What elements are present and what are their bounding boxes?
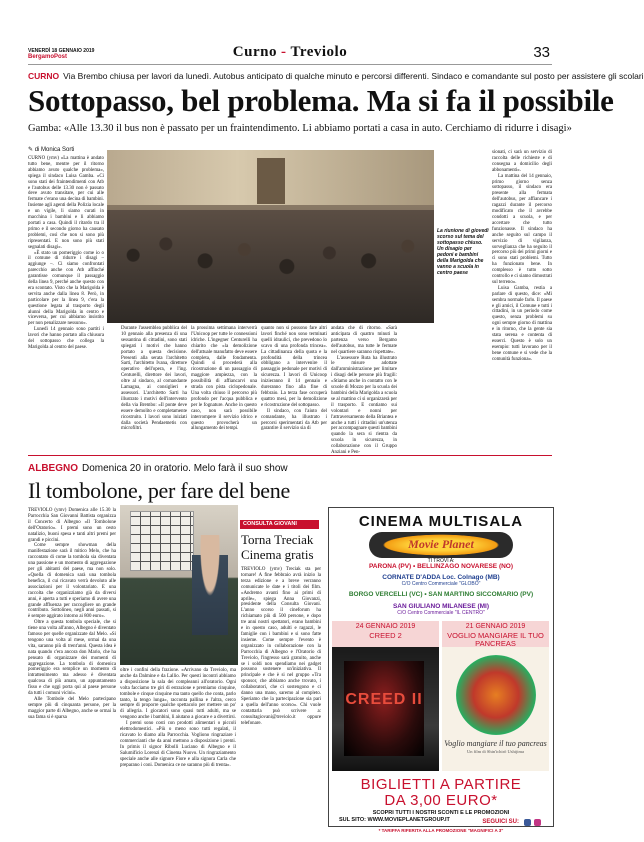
article1-col1-p2: «È stato un pomeriggio come io o il comune di ridurre i disagi – aggiunge –. Ci siamo confrontati parecchio anche con Atb affinché garantisse comunque il passaggio della linea 9, perché anche questo con era scontato. Visto che la Marigolda è servita anche dalla linea 8. Però, in particolare per la linea 9, c'era la questione legata al trasporto degli alunni della Marigolda in centro e viceversa, per cui abbiamo insistito per non penalizzare nessuno».: [28, 250, 104, 327]
photo-door: [257, 158, 285, 204]
article1-col5-p2: L'assessore Ruta ha illustrato le misure adottate dall'amministrazione per limitare i disagi delle persone più fragili: «Stiamo anche in contatto con le scuole di Mozzo per la scuola dei bambini della Marigolda a scuola se al mattino ci si organizzerà per il trasporto. E contiamo sui volontari e nonni per l'attraversamento della Briantea e anche a tutti i cittadini un'utenza per accompagnare questi bambini quando la sera si rientra da scuola in sicurezza, in collaborazione con il Gruppo Anziani e Pen-: [331, 355, 397, 456]
poster-creed-art-text: CREED II: [345, 691, 423, 708]
page-number: 33: [533, 44, 550, 61]
pen-icon: ✎: [28, 147, 35, 153]
article2-col1-p1: TREVIOLO (ymv) Domenica alle 15.30 la Parrocchia San Giovanni Battista organizza il Concerto di Albegno «Il Tombolone dell'Oratorio». I premi sono un cesto natalizio, buoni spesa e tanti altri premi per grandi e piccini.: [28, 508, 116, 543]
poster-creed-title: CREED 2: [369, 631, 402, 640]
poster-pancreas-title: VOGLIO MANGIARE IL TUO PANCREAS: [447, 631, 544, 648]
article1-column-3: la prossima settimana interverrà l'Unicoop per tutte le connessioni idriche. L'ingegner Centurelli ha chiarito che «la demolizione dell'attuale manufatto deve essere completa, dalle fondamenta. Quindi si procederà alla ricostruzione di un passaggio di maggiore ampiezza, con la possibilità di affiancarvi una strada con pista ciclopedonale. Una volta chiuso il percorso più profondo per l'acqua pubblica e per le fognature. Anche in questo caso, non sarà possibile interrompere il servizio idrico e questo provocherà un allungamento dei tempi.: [191, 326, 257, 432]
logo-text: Movie Planet: [408, 537, 474, 551]
publication-name: BergamoPost: [28, 54, 68, 60]
article1-col6-p3: Luisa Gamba, restia a parlare di questo, dice: «Mi sembra normale farlo. Il paese e gli amici, il Comune e tutti i cittadini, in un periodo come questo, senza problemi su ogni sempre giorno di mattina e in ritorno, che la gente sia stata serena e contenta di esserci. Questo è solo un esempio: tutti lavorano per il bene comune e si vede che la comunità funziona».: [492, 285, 552, 362]
article1-column-5: [331, 326, 397, 456]
tombola-board: [130, 511, 194, 571]
section-right: Treviolo: [290, 44, 348, 60]
ad-location-3: BORGO VERCELLI (VC) • SAN MARTINO SICCOMARIO (PV): [348, 591, 534, 598]
poster-creed-date: 24 GENNAIO 2019: [355, 623, 416, 630]
article1-col5-p1: andata che di ritorno. «Sarà anticipata di quattro minuti la partenza verso Bergamo dell'autobus, ma tutte le fermate nel quartiere saranno rispettate».: [331, 326, 397, 355]
ad-location-4-sub: C/O Centro Commerciale "IL CENTRO": [397, 610, 485, 616]
article1-photo: [107, 150, 434, 323]
ad-location-2: [329, 574, 553, 587]
article1-column-6: [492, 150, 552, 434]
article1-column-4: [261, 326, 327, 434]
ad-price-line-2: DA 3,00 EURO*: [384, 792, 498, 809]
article1-col4-p1: quanto non si possono fare altri lavori finché non sono terminati quelli idraulici, che prevedono lo scavo di una profonda trincea». La cittadinanza della quota e la profondità della trincea obbligano a intervenire il passaggio pedonale per motivi di sicurezza. I lavori di Unicoop inizieranno il 14 gennaio e dureranno fino alla fine di febbraio. La terza fase occuperà quattro mesi, per la demolizione e ricostruzione del sottopasso.: [261, 326, 327, 408]
movie-planet-logo: [369, 532, 513, 558]
article1-col1-p3: Lunedì 14 gennaio sono partiti i lavori che hanno portato alla chiusura del sottopasso che collega la Marigolda al centro del paese.: [28, 327, 104, 350]
ad-price-line-1: BIGLIETTI A PARTIRE: [360, 776, 522, 793]
article1-col1-p1: CURNO (ymv) «La mattina è andato tutto bene, mentre per il ritorno abbiamo avuto qualche problema», spiega il sindaco Luisa Gamba. «Ci sono stati dei fraintendimenti con Atb e l'autobus delle 13.30 non è passato deve avuto transitare, per cui alle fermate c'erano una decina di bambini. Insieme agli agenti della Polizia locale e un vigile, li siamo curati in macchina i bambini e li abbiamo portati a casa. Quindi il ritardo tra il primo e il secondo giorno ha causato problemi, così che non si sono più ripresentati. E non sono più stati segnalati disagi».: [28, 156, 104, 250]
article3-column: TREVIOLO (ymv) Treciak sta per tornare! A fine febbraio avrà inizio la terza edizione e a breve verranno comunicate le date e i titoli dei film. «Andremo avanti fino ai primi di aprile», spiega Anna Giovanzi, presidente della Consulta Giovani. L'anno scorso il cineforum ha richiamato più di 500 persone, e dopo tre anni nostri spettatori, erano bambini e in questo caso, adulti e ragazzi, le famiglie con i bambini e si sono fatte insieme. Come sempre l'evento è organizzato in collaborazione con la Parrocchia di Albegno e l'Oratorio di Treviolo, l'ingresso sarà gratuito, anche se i soldi non spendiamo nei gadget possono sostenere un'iniziativa. Il principale e che è si nel gruppo «Tra sponsor, che abbiamo anche trovato, i collaboratori, che ci sostengono e ci danno una mano, saremo al completo. Speriamo che la partecipazione sia pari a quella dell'anno scorso». Chi vuole contattarla può scrivere a: consultagiovani@treviolo.it oppure telefonare.: [241, 567, 321, 726]
section-divider: [28, 455, 552, 456]
poster-pancreas-subtitle: Un film di Shin'ichirō Ushijima: [466, 749, 525, 754]
poster-creed[interactable]: [332, 621, 439, 771]
consulta-badge: CONSULTA GIOVANI: [240, 520, 319, 529]
article1-col6-p2: La mattina del 14 gennaio, primo giorno senza sottopasso, il sindaco era presente alla fermata dell'autobus, per affiancare i ragazzi durante il percorso modificato che il avrebbe condotti a scuola, e per accertare che tutto funzionasse. Il sindaco ha anche seguito sul campo il servizio di vigilanza, sorveglianza che ha seguito il percorso più dei primi giorni e ci sono stati problemi. Tutto ha funzionato bene. In complesso è tutto sotto controllo e ci siamo dimostrati sul terreno».: [492, 173, 552, 285]
ad-website-link[interactable]: SUL SITO: WWW.MOVIEPLANETGROUP.IT: [339, 817, 450, 823]
facebook-icon[interactable]: [524, 819, 531, 826]
article1-col6-p1: sionati, ci sarà un servizio di raccolta delle richieste e di consegna a domicilio degli abbonamenti».: [492, 150, 552, 173]
article1-kicker-text: Via Brembo chiusa per lavori da lunedì. Autobus anticipato di qualche minuto e percorsi differenti. Sindaco e comandante sul posto per assistere gli scolari: [63, 71, 644, 81]
article2-place: ALBEGNO: [28, 463, 78, 474]
article2-column-1: [28, 508, 116, 834]
article1-column-5b-overflow: [402, 326, 488, 434]
byline-text: di Monica Sorti: [34, 147, 75, 153]
article2-col2-p1: oltre i confini della frazione. «Arrivano da Treviolo, ma anche da Dalmine e da Lallio. Per questi incontri abbiamo a disposizione la sala dei compleanni all'oratorio. Ogni volta facciamo tre giri di estrazione e premiamo cinquine, tombole e cinque cinquine ma tanto quello che conta, parlo tanto, la tengo lunga», racconta pallina e l'altra, cerco sempre di proporre qualche spettacolo per mettere un po' di allegria. I giocatori sono quasi tutti adulti, ma se vengono anche i bambini, li aiutano a giocare e a divertirsi.: [120, 668, 236, 721]
article1-subhead: Gamba: «Alle 13.30 il bus non è passato per un fraintendimento. Li abbiamo portati a casa in auto. Cerchiamo di ridurre i disagi»: [28, 123, 572, 134]
poster-creed-art: [344, 661, 424, 756]
article2-kicker-text: Domenica 20 in oratorio. Melo farà il suo show: [82, 463, 288, 474]
photo-audience: [107, 210, 434, 323]
article1-place: CURNO: [28, 71, 60, 81]
section-title: [0, 44, 580, 61]
section-left: Curno: [232, 44, 277, 60]
article2-photo: [120, 505, 238, 665]
article2-col1-p2: Come sempre showman della manifestazione sarà il mitico Melo, che ha raccontato di come la tombola sia diventata una passione e un momento di aggregazione per gli abitanti del paese, ma non solo. «Quella di domenica sarà una tombola benefica, il cui ricavato verrà devoluto alle associazioni per il volontariato. E una raccolta che organizziamo già da diversi anni, è aperta a tutti e speriamo di avere una grande affluenza per raccogliere un grande contributo. Sottolineo, negli anni passati, si è sempre aggirato intorno ai 800 euro».: [28, 543, 116, 620]
ad-location-2-sub: C/O Centro Commerciale "GLOBO": [401, 581, 481, 587]
article3-headline: Torna Treciak Cinema gratis: [241, 532, 314, 562]
article1-byline: [28, 146, 74, 153]
article2-column-2: [120, 668, 236, 834]
article2-col2-p2: I premi sono costi con prodotti alimentari o piccoli elettrodomestici. «Più o meno sono tutti regalati, il ricavato lo diamo alla Parrocchia. Vogliono ringraziare i commercianti che da anni mettono a disposizione i premi. In primis il signor Ribolli Luciano di Albegno e il Salumificio Lorenzi di Cinema Nuovo. Un ringraziamento speciale anche alle signore Fiore e alla signora Carla che preparano i coni. Domenica ce ne saranno più di trenta».: [120, 721, 236, 768]
article1-headline: Sottopasso, bel problema. Ma si fa il possibile: [28, 83, 614, 118]
article1-column-1: [28, 156, 104, 432]
issue-date: VENERDÌ 18 GENNAIO 2019: [28, 48, 95, 54]
section-separator: -: [280, 44, 287, 60]
ad-location-1: PARONA (PV) • BELLINZAGO NOVARESE (NO): [368, 563, 514, 570]
ad-footnote: * TARIFFA RIFERITA ALLA PROMOZIONE "MAGNIFICI A 3": [378, 828, 504, 833]
ad-intro: TI TROVI A:: [427, 558, 455, 564]
ad-title: CINEMA MULTISALA: [358, 513, 524, 530]
article1-photo-caption: La riunione di giovedì scorso sul tema del sottopasso chiuso. Un disagio per pedoni e bambini della Marigolda che vanno a scuola in centro paese: [437, 228, 489, 276]
ad-location-4: [329, 603, 553, 616]
article2-col1-p4: Alle Tombole del Melo partecipano sempre più di cinquanta persone, per la maggior parte di Albegno, anche se ormai la sua fama si è sparsa: [28, 697, 116, 720]
poster-pancreas-art: [456, 655, 536, 735]
ad-location-4-name: SAN GIULIANO MILANESE (MI): [392, 603, 490, 610]
poster-pancreas[interactable]: [442, 621, 549, 771]
ad-location-2-name: CORNATE D'ADDA Loc. Colnago (MB): [382, 574, 500, 581]
instagram-icon[interactable]: [534, 819, 541, 826]
article2-headline: Il tombolone, per fare del bene: [28, 478, 290, 503]
article2-col1-p3: Oltre a questa tombola speciale, che si tiene una volta all'anno, Albegno è diventato famoso per quelle organizzate dal Melo. «Si tengono una volta al mese, ormai da una vita, saranno più di trent'anni. Questa idea è nata quando c'era ancora don Mario, che ha pensato di organizzare dei momenti di aggregazione. La tombola di domenica pomeriggio era semplice un momento di intrattenimento ma adesso è diventata qualcosa di più amato, un appuntamento fisso e che oggi porta qui al paese persone da tutti i comuni vicini».: [28, 620, 116, 697]
article1-column-2: Durante l'assemblea pubblica del 10 gennaio alla presenza di una sessantina di cittadini, sono stati spiegati i motivi che hanno portato a questa decisione. Presenti alla serata l'architetto Sarti, l'architetto Ivana, direttore operativo dell'opera, e l'ing. Centurelli, direttore dei lavori, oltre al sindaco, al comandante Lamagna, ai consiglieri e assessori. L'architetto Sarti ha illustrato i motivi dell'intervento della via Brembo: «Il ponte deve essere demolito e completamente ricostruito. I lavori sono iniziati dalla società Pendaemetis con microfiltri.: [121, 326, 187, 432]
poster-pancreas-art-text: Voglio mangiare il tuo pancreas: [444, 739, 547, 748]
ad-promo-line: SCOPRI TUTTI I NOSTRI SCONTI E LE PROMOZIONI: [372, 810, 510, 816]
poster-pancreas-date: 21 GENNAIO 2019: [465, 623, 526, 630]
article2-kicker: [28, 463, 288, 474]
photo-man: [192, 535, 228, 635]
ad-follow-label: SEGUICI SU:: [482, 819, 519, 825]
cinema-advertisement[interactable]: [328, 507, 554, 833]
article1-col4-p2: Il sindaco, con l'aiuto del comandante, ha illustrato i percorsi sperimentati da Atb per garantire il servizio sia di: [261, 408, 327, 432]
header-divider: [28, 64, 552, 65]
article1-kicker: [28, 71, 644, 81]
